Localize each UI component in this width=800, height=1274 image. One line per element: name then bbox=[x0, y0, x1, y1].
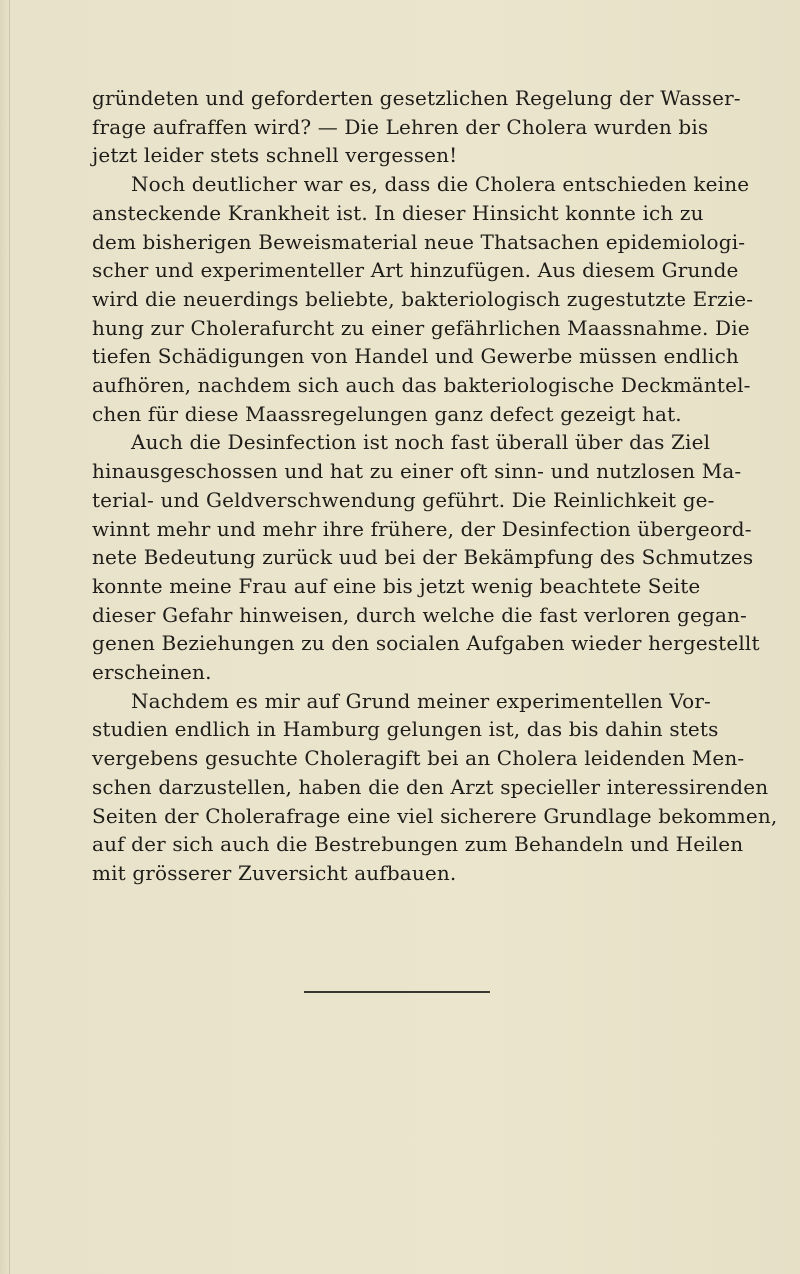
text-line: terial- und Geldverschwendung geführt. Die Reinlichkeit ge- bbox=[92, 487, 715, 512]
text-line: hung zur Cholerafurcht zu einer gefährlichen Maassnahme. Die bbox=[92, 315, 750, 340]
section-end-rule bbox=[304, 991, 490, 993]
text-line: schen darzustellen, haben die den Arzt specieller interessirenden bbox=[92, 774, 769, 799]
text-line: hinausgeschossen und hat zu einer oft sinn- und nutzlosen Ma- bbox=[92, 459, 742, 484]
text-line: Nachdem es mir auf Grund meiner experimentellen Vor- bbox=[131, 688, 711, 713]
text-line: Auch die Desinfection ist noch fast überall über das Ziel bbox=[131, 430, 711, 455]
text-line: dem bisherigen Beweismaterial neue Thatsachen epidemiologi- bbox=[92, 229, 746, 254]
text-line: mit grösserer Zuversicht aufbauen. bbox=[92, 860, 457, 885]
text-line: frage aufraffen wird? — Die Lehren der Cholera wurden bis bbox=[92, 114, 709, 139]
text-line: ansteckende Krankheit ist. In dieser Hinsicht konnte ich zu bbox=[92, 200, 704, 225]
text-line: jetzt leider stets schnell vergessen! bbox=[92, 143, 458, 168]
paragraph-2 bbox=[92, 170, 754, 428]
text-line: konnte meine Frau auf eine bis jetzt wenig beachtete Seite bbox=[92, 573, 701, 598]
text-line: studien endlich in Hamburg gelungen ist, das bis dahin stets bbox=[92, 717, 719, 742]
text-line: auf der sich auch die Bestrebungen zum Behandeln und Heilen bbox=[92, 832, 744, 857]
text-line: vergebens gesuchte Choleragift bei an Cholera leidenden Men- bbox=[92, 746, 745, 771]
text-line: gründeten und geforderten gesetzlichen Regelung der Wasser- bbox=[92, 86, 741, 110]
body-text bbox=[92, 84, 778, 888]
text-line: aufhören, nachdem sich auch das bakteriologische Deckmäntel- bbox=[92, 373, 751, 398]
paragraph-4 bbox=[92, 687, 778, 888]
text-line: wird die neuerdings beliebte, bakteriologisch zugestutzte Erzie- bbox=[92, 286, 754, 311]
text-line: Noch deutlicher war es, dass die Cholera entschieden keine bbox=[131, 172, 750, 197]
text-line: Seiten der Cholerafrage eine viel sicherere Grundlage bekommen, bbox=[92, 803, 778, 828]
text-line: scher und experimenteller Art hinzufügen. Aus diesem Grunde bbox=[92, 258, 739, 283]
paragraph-1 bbox=[92, 84, 741, 170]
text-line: erscheinen. bbox=[92, 660, 212, 685]
text-line: chen für diese Maassregelungen ganz defect gezeigt hat. bbox=[92, 401, 682, 426]
text-line: dieser Gefahr hinweisen, durch welche die fast verloren gegan- bbox=[92, 602, 747, 627]
paragraph-3 bbox=[92, 428, 760, 686]
text-line: nete Bedeutung zurück uud bei der Bekämpfung des Schmutzes bbox=[92, 545, 754, 570]
page-gutter-edge bbox=[9, 0, 10, 1274]
text-line: genen Beziehungen zu den socialen Aufgaben wieder hergestellt bbox=[92, 631, 760, 656]
text-line: winnt mehr und mehr ihre frühere, der Desinfection übergeord- bbox=[92, 516, 752, 541]
text-line: tiefen Schädigungen von Handel und Gewerbe müssen endlich bbox=[92, 344, 739, 369]
